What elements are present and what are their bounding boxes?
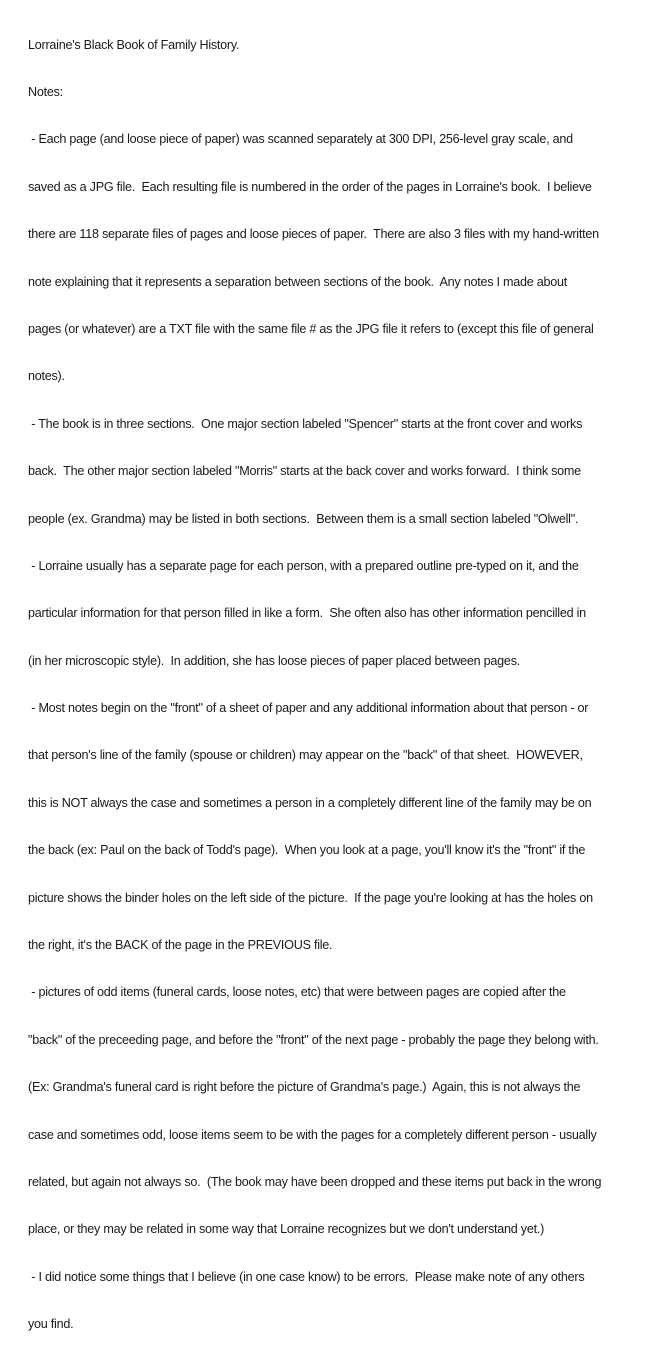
text-line: - Lorraine usually has a separate page for each person, with a prepared outline pre-typed on it, and the xyxy=(28,558,579,573)
text-line: particular information for that person filled in like a form. She often also has other information pencilled in xyxy=(28,606,586,621)
text-line: saved as a JPG file. Each resulting file is numbered in the order of the pages in Lorraine's book. I believe xyxy=(28,179,592,194)
text-line: the right, it's the BACK of the page in the PREVIOUS file. xyxy=(28,938,333,953)
text-line: picture shows the binder holes on the left side of the picture. If the page you're looking at has the holes on xyxy=(28,890,593,905)
text-line: you find. xyxy=(28,1317,74,1332)
text-line: related, but again not always so. (The book may have been dropped and these items put back in the wrong xyxy=(28,1174,602,1189)
text-line: (Ex: Grandma's funeral card is right before the picture of Grandma's page.) Again, this is not always the xyxy=(28,1080,581,1095)
text-line: - pictures of odd items (funeral cards, loose notes, etc) that were between pages are copied after the xyxy=(28,985,566,1000)
text-line: pages (or whatever) are a TXT file with the same file # as the JPG file it refers to (except this file of general xyxy=(28,321,594,336)
text-line: (in her microscopic style). In addition, she has loose pieces of paper placed between pages. xyxy=(28,653,520,668)
document-title-line: Lorraine's Black Book of Family History. xyxy=(28,37,240,52)
text-line: this is NOT always the case and sometimes a person in a completely different line of the family may be on xyxy=(28,795,592,810)
text-line: - I did notice some things that I believe (in one case know) to be errors. Please make note of any others xyxy=(28,1269,585,1284)
text-line: place, or they may be related in some way that Lorraine recognizes but we don't understand yet.) xyxy=(28,1222,545,1237)
text-line: note explaining that it represents a separation between sections of the book. Any notes I made about xyxy=(28,274,568,289)
text-line: people (ex. Grandma) may be listed in both sections. Between them is a small section labeled "Olwell". xyxy=(28,511,579,526)
text-line: the back (ex: Paul on the back of Todd's page). When you look at a page, you'll know it's the "front" if the xyxy=(28,843,586,858)
text-line: case and sometimes odd, loose items seem to be with the pages for a completely different person - usually xyxy=(28,1127,597,1142)
text-line: - Each page (and loose piece of paper) was scanned separately at 300 DPI, 256-level gray scale, and xyxy=(28,132,573,147)
text-line: there are 118 separate files of pages and loose pieces of paper. There are also 3 files with my hand-written xyxy=(28,227,599,242)
text-line: - The book is in three sections. One major section labeled "Spencer" starts at the front cover and works xyxy=(28,416,583,431)
text-line: - Most notes begin on the "front" of a sheet of paper and any additional information about that person - or xyxy=(28,701,589,716)
text-line: back. The other major section labeled "Morris" starts at the back cover and works forward. I think some xyxy=(28,464,581,479)
notes-label-line: Notes: xyxy=(28,84,63,99)
notes-document xyxy=(28,6,669,1349)
text-line: "back" of the preceeding page, and before the "front" of the next page - probably the page they belong with. xyxy=(28,1032,599,1047)
text-line: notes). xyxy=(28,369,65,384)
text-line: that person's line of the family (spouse or children) may appear on the "back" of that sheet. HOWEVER, xyxy=(28,748,583,763)
